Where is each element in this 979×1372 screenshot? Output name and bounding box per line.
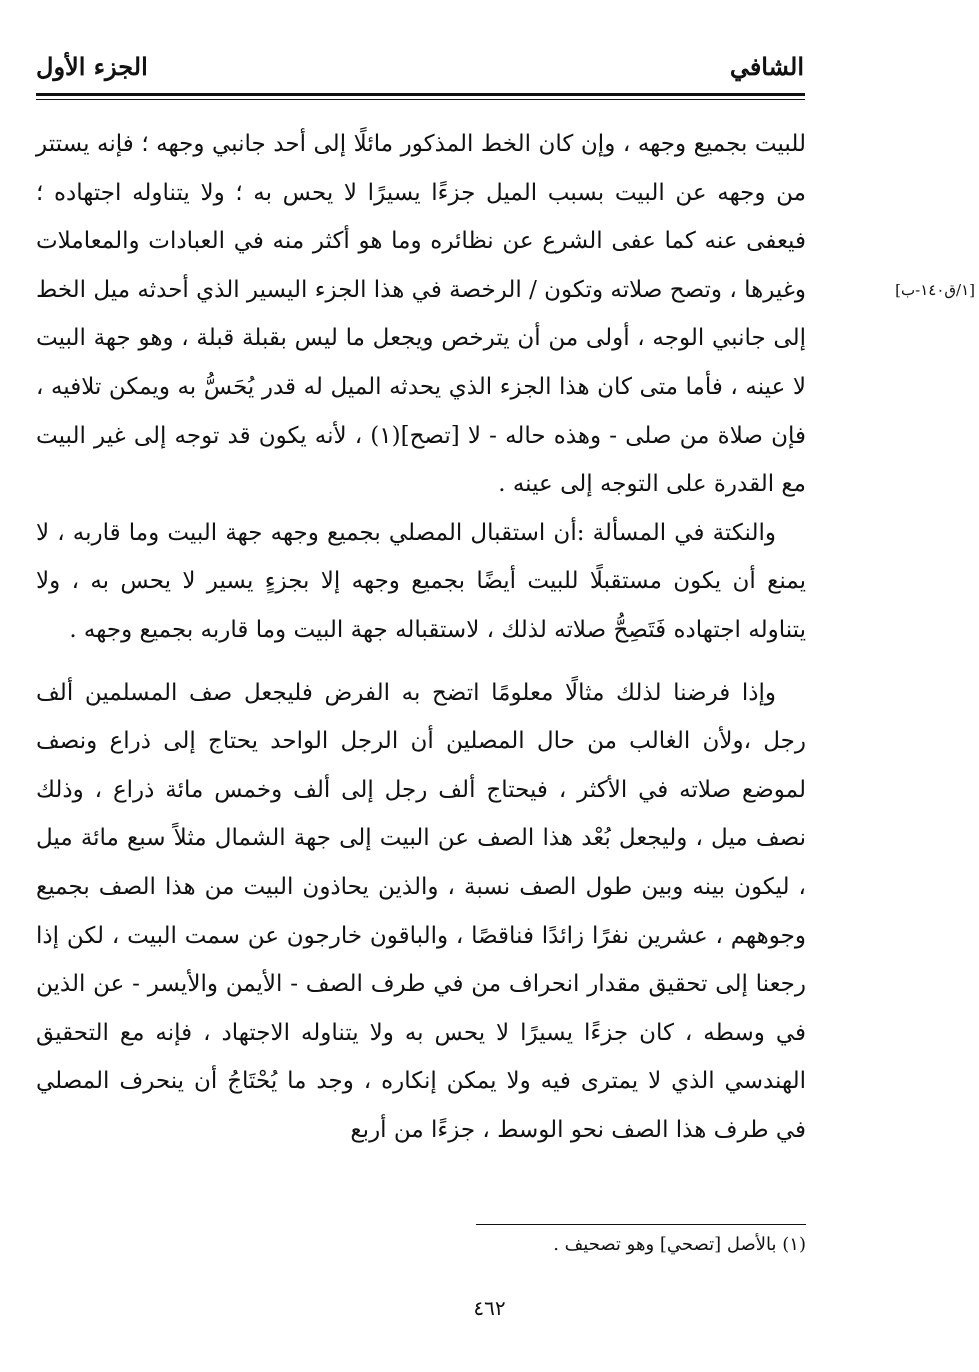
running-header xyxy=(36,52,804,92)
manuscript-folio-marker: [١/ق١٤٠-ب] xyxy=(895,281,975,299)
volume-label: الجزء الأول xyxy=(36,52,148,81)
footnote: (١) بالأصل [تصحي] وهو تصحيف . xyxy=(553,1234,806,1255)
paragraph-1: للبيت بجميع وجهه ، وإن كان الخط المذكور مائلًا إلى أحد جانبي وجهه ؛ فإنه يستتر من وجهه عن البيت بسبب الميل جزءًا يسيرًا لا يحس به ؛ ولا يتناوله اجتهاده ؛ فيعفى عنه كما عفى الشرع عن نظائره وما هو أكثر منه في العبادات والمعاملات وغيرها ، وتصح صلاته وتكون / الرخصة في هذا الجزء اليسير الذي أحدثه ميل الخط إلى جانبي الوجه ، أولى من أن يترخص ويجعل ما ليس بقبلة قبلة ، وهو جهة البيت لا عينه ، فأما متى كان هذا الجزء الذي يحدثه الميل له قدر يُحَسُّ به ويمكن تلافيه ، فإن صلاة من صلى - وهذه حاله - لا [تصح](١) ، لأنه يكون قد توجه إلى غير البيت مع القدرة على التوجه إلى عينه . xyxy=(36,131,806,498)
paragraph-2: والنكتة في المسألة :أن استقبال المصلي بجميع وجهه جهة البيت وما قاربه ، لا يمنع أن يكون مستقبلًا للبيت أيضًا بجميع وجهه إلا بجزءٍ يسير لا يحس به ، ولا يتناوله اجتهاده فَتَصِحُّ صلاته لذلك ، لاستقباله جهة البيت وما قاربه بجميع وجهه . xyxy=(36,519,806,643)
paragraph-3: وإذا فرضنا لذلك مثالًا معلومًا اتضح به الفرض فليجعل صف المسلمين ألف رجل ،ولأن الغالب من حال المصلين أن الرجل الواحد يحتاج إلى ذراع ونصف لموضع صلاته في الأكثر ، فيحتاج ألف رجل إلى ألف وخمس مائة ذراع ، وذلك نصف ميل ، وليجعل بُعْد هذا الصف عن البيت إلى جهة الشمال مثلاً سبع مائة ميل ، ليكون بينه وبين طول الصف نسبة ، والذين يحاذون البيت من هذا الصف بجميع وجوههم ، عشرين نفرًا زائدًا فناقصًا ، والباقون خارجون عن سمت البيت ، لكن إذا رجعنا إلى تحقيق مقدار انحراف من في طرف الصف - الأيمن والأيسر - عن الذين في وسطه ، كان جزءًا يسيرًا لا يحس به ولا يتناوله الاجتهاد ، فإنه مع التحقيق الهندسي الذي لا يمترى فيه ولا يمكن إنكاره ، وجد ما يُحْتَاجُ أن ينحرف المصلي في طرف هذا الصف نحو الوسط ، جزءًا من أربع xyxy=(36,679,806,1143)
main-text xyxy=(36,120,806,1154)
page-number: ٤٦٢ xyxy=(473,1296,506,1320)
book-title: الشافي xyxy=(729,52,804,81)
header-rule-thick xyxy=(36,93,805,96)
footnote-separator xyxy=(476,1224,806,1225)
header-rule-thin xyxy=(36,99,805,100)
